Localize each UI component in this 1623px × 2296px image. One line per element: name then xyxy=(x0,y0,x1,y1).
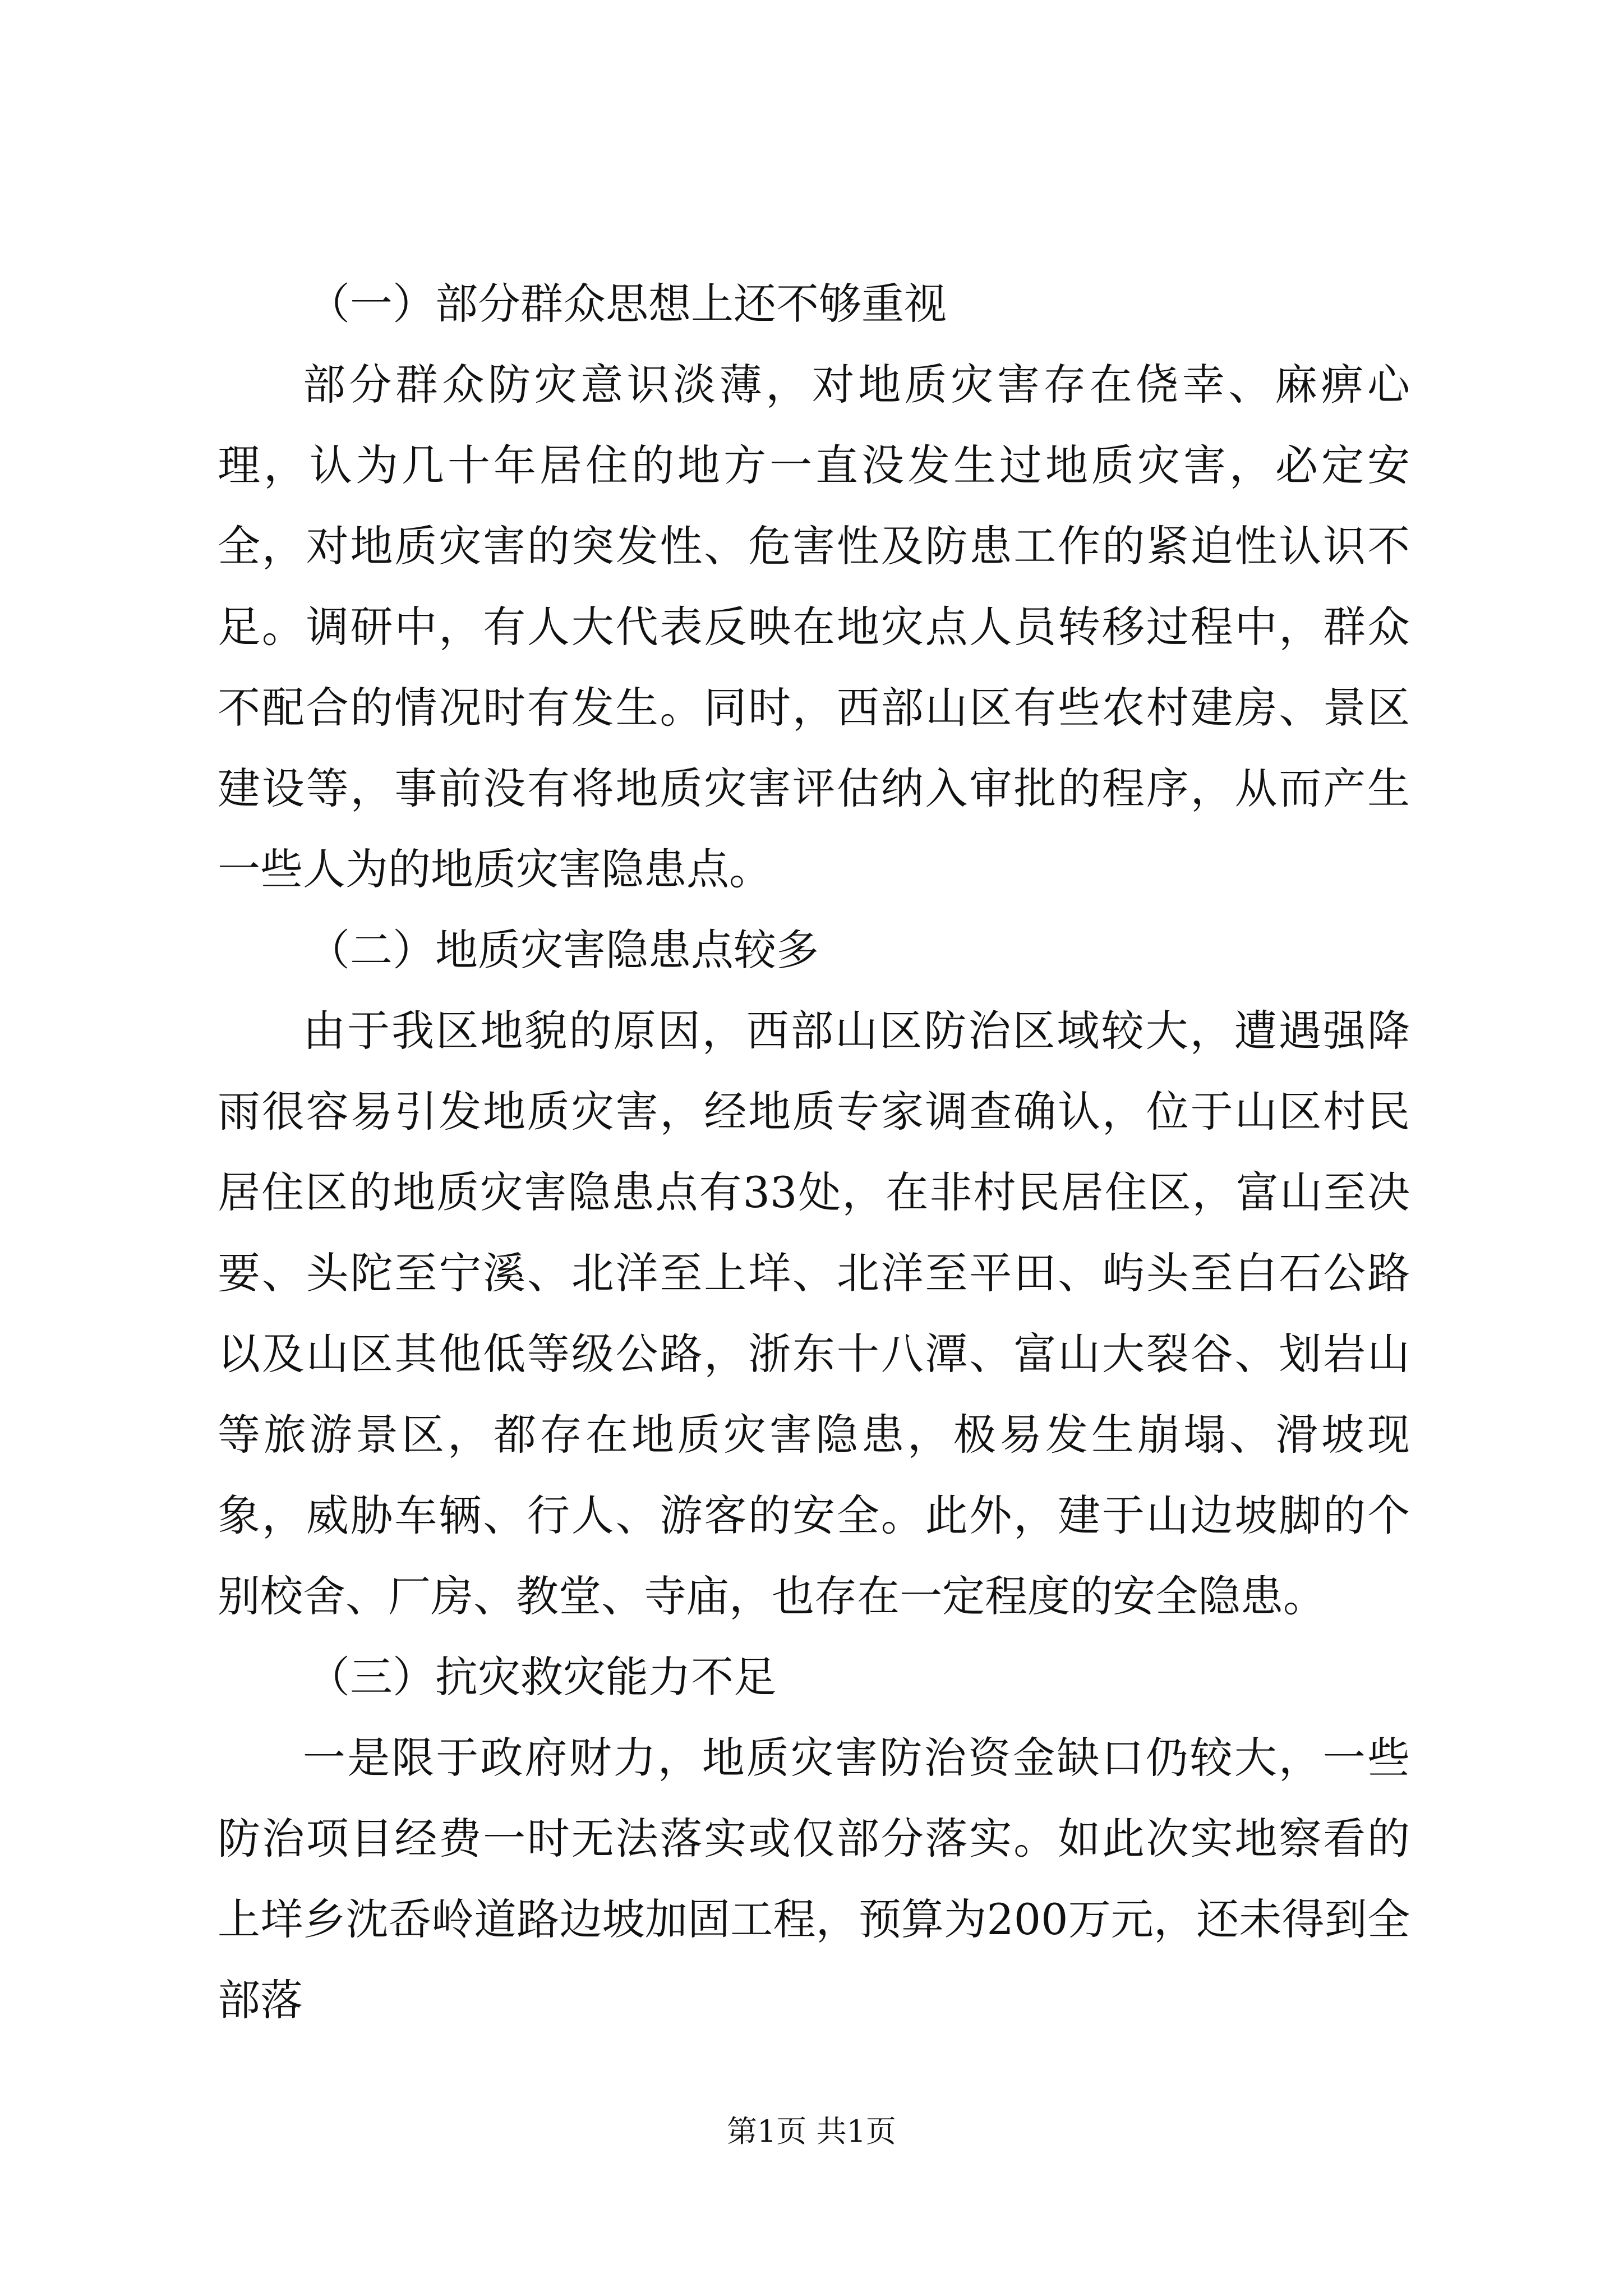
section-paragraph-1: 部分群众防灾意识淡薄，对地质灾害存在侥幸、麻痹心理，认为几十年居住的地方一直没发生过地质灾害，必定安全，对地质灾害的突发性、危害性及防患工作的紧迫性认识不足。调研中，有人大代表反映在地灾点人员转移过程中，群众不配合的情况时有发生。同时，西部山区有些农村建房、景区建设等，事前没有将地质灾害评估纳入审批的程序，从而产生一些人为的地质灾害隐患点。 xyxy=(218,360,1410,894)
section-paragraph-2: 由于我区地貌的原因，西部山区防治区域较大，遭遇强降雨很容易引发地质灾害，经地质专家调查确认，位于山区村民居住区的地质灾害隐患点有33处，在非村民居住区，富山至决要、头陀至宁溪、北洋至上垟、北洋至平田、屿头至白石公路以及山区其他低等级公路，浙东十八潭、富山大裂谷、划岩山等旅游景区，都存在地质灾害隐患，极易发生崩塌、滑坡现象，威胁车辆、行人、游客的安全。此外，建于山边坡脚的个别校舍、厂房、教堂、寺庙，也存在一定程度的安全隐患。 xyxy=(218,1006,1410,1621)
section-heading-1: （一）部分群众思想上还不够重视 xyxy=(307,279,947,329)
document-body xyxy=(218,264,1410,2041)
section-paragraph-3: 一是限于政府财力，地质灾害防治资金缺口仍较大，一些防治项目经费一时无法落实或仅部分落实。如此次实地察看的上垟乡沈岙岭道路边坡加固工程，预算为200万元，还未得到全部落 xyxy=(218,1733,1410,2025)
section-heading-2: （二）地质灾害隐患点较多 xyxy=(307,925,819,975)
page-footer: 第1页 共1页 xyxy=(727,2114,896,2149)
section-heading-3: （三）抗灾救灾能力不足 xyxy=(307,1652,776,1702)
